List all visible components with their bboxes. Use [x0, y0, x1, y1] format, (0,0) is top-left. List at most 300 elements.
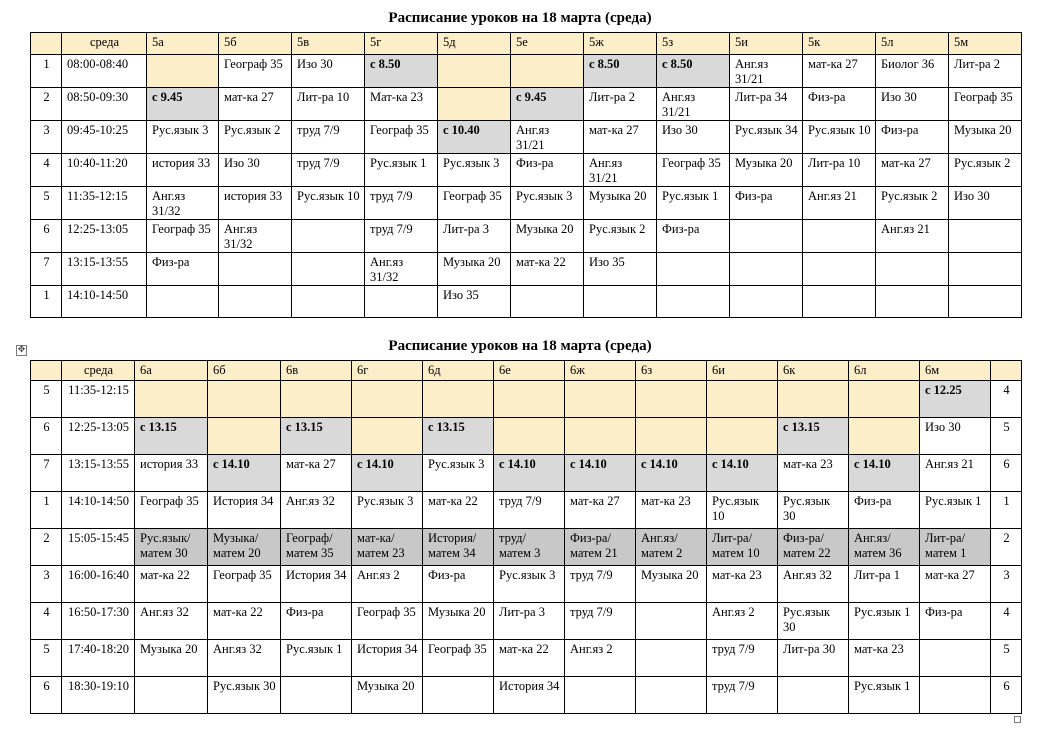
schedule-table-grade6	[30, 360, 1022, 714]
lesson-cell: Анг.яз/ матем 36	[849, 529, 920, 566]
class-header: 6е	[494, 361, 565, 381]
lesson-cell: Физ-ра	[423, 566, 494, 603]
lesson-cell	[352, 418, 423, 455]
lesson-cell: Лит-ра 3	[438, 220, 511, 253]
lesson-cell: с 13.15	[135, 418, 208, 455]
lesson-cell: с 12.25	[920, 381, 991, 418]
lesson-cell	[803, 253, 876, 286]
class-header: 6в	[281, 361, 352, 381]
lesson-cell: Лит-ра/ матем 10	[707, 529, 778, 566]
lesson-cell: мат-ка 22	[423, 492, 494, 529]
lesson-cell: с 14.10	[565, 455, 636, 492]
lesson-time: 12:25-13:05	[62, 220, 147, 253]
lesson-number: 4	[31, 603, 62, 640]
lesson-cell: Физ-ра/ матем 22	[778, 529, 849, 566]
lesson-cell	[636, 603, 707, 640]
lesson-cell: Физ-ра	[657, 220, 730, 253]
lesson-cell: Рус.язык 1	[281, 640, 352, 677]
lesson-cell: Рус.язык 1	[849, 677, 920, 714]
lesson-cell: мат-ка 27	[565, 492, 636, 529]
lesson-cell: Рус.язык 10	[707, 492, 778, 529]
lesson-cell	[219, 253, 292, 286]
lesson-row	[31, 121, 1022, 154]
lesson-cell	[949, 220, 1022, 253]
lesson-cell: Лит-ра 10	[803, 154, 876, 187]
lesson-cell: Анг.яз 2	[352, 566, 423, 603]
lesson-cell	[849, 381, 920, 418]
class-header: 6д	[423, 361, 494, 381]
lesson-cell: мат-ка 27	[876, 154, 949, 187]
lesson-cell: Анг.яз 21	[803, 187, 876, 220]
lesson-row	[31, 640, 1022, 677]
lesson-cell	[135, 381, 208, 418]
lesson-cell: с 8.50	[365, 55, 438, 88]
lesson-cell	[778, 381, 849, 418]
lesson-cell: Анг.яз 31/32	[147, 187, 219, 220]
class-header: 5д	[438, 33, 511, 55]
lesson-cell	[565, 381, 636, 418]
lesson-cell: мат-ка 22	[135, 566, 208, 603]
lesson-cell: Географ 35	[219, 55, 292, 88]
lesson-cell: Географ 35	[438, 187, 511, 220]
lesson-cell	[636, 677, 707, 714]
lesson-time: 15:05-15:45	[62, 529, 135, 566]
class-header: 6и	[707, 361, 778, 381]
schedule-title-grade6: Расписание уроков на 18 марта (среда)	[388, 338, 652, 354]
lesson-time: 18:30-19:10	[62, 677, 135, 714]
lesson-cell	[494, 418, 565, 455]
lesson-cell: история 33	[135, 455, 208, 492]
day-header: среда	[62, 33, 147, 55]
lesson-cell: Географ 35	[208, 566, 281, 603]
lesson-time: 16:50-17:30	[62, 603, 135, 640]
table-resize-handle-icon[interactable]	[1014, 716, 1021, 723]
lesson-cell: Физ-ра	[730, 187, 803, 220]
lesson-cell: мат-ка 27	[281, 455, 352, 492]
lesson-cell: История 34	[208, 492, 281, 529]
lesson-number: 5	[31, 640, 62, 677]
schedule-table-grade5	[30, 32, 1022, 318]
lesson-cell	[803, 220, 876, 253]
lesson-row	[31, 492, 1022, 529]
lesson-cell: Рус.язык 34	[730, 121, 803, 154]
lesson-cell	[876, 253, 949, 286]
lesson-time: 08:00-08:40	[62, 55, 147, 88]
lesson-time: 13:15-13:55	[62, 455, 135, 492]
lesson-cell: Рус.язык 1	[657, 187, 730, 220]
lesson-cell: труд 7/9	[707, 640, 778, 677]
lesson-cell	[494, 381, 565, 418]
lesson-cell	[920, 640, 991, 677]
lesson-cell	[949, 253, 1022, 286]
lesson-number: 1	[31, 492, 62, 529]
lesson-cell: Рус.язык 30	[778, 603, 849, 640]
lesson-row	[31, 253, 1022, 286]
lesson-cell: мат-ка/ матем 23	[352, 529, 423, 566]
class-header: 6г	[352, 361, 423, 381]
lesson-cell: Географ 35	[352, 603, 423, 640]
lesson-number: 3	[31, 566, 62, 603]
lesson-number-right: 5	[991, 640, 1022, 677]
lesson-cell: Рус.язык/ матем 30	[135, 529, 208, 566]
lesson-cell: Рус.язык 2	[219, 121, 292, 154]
class-header: 6ж	[565, 361, 636, 381]
lesson-cell: мат-ка 22	[494, 640, 565, 677]
lesson-cell: с 14.10	[636, 455, 707, 492]
lesson-cell: Музыка 20	[511, 220, 584, 253]
lesson-cell: труд 7/9	[494, 492, 565, 529]
lesson-cell	[949, 286, 1022, 318]
class-header: 6л	[849, 361, 920, 381]
lesson-row	[31, 677, 1022, 714]
lesson-cell: Анг.яз/ матем 2	[636, 529, 707, 566]
lesson-number: 2	[31, 529, 62, 566]
lesson-cell: труд 7/9	[565, 603, 636, 640]
lesson-cell	[281, 381, 352, 418]
class-header: 5б	[219, 33, 292, 55]
lesson-cell: Анг.яз 2	[707, 603, 778, 640]
lesson-cell: Лит-ра 2	[584, 88, 657, 121]
lesson-cell	[876, 286, 949, 318]
header-row	[31, 33, 1022, 55]
lesson-time: 12:25-13:05	[62, 418, 135, 455]
lesson-cell: Физ-ра	[920, 603, 991, 640]
lesson-cell	[208, 418, 281, 455]
class-header: 5к	[803, 33, 876, 55]
lesson-row	[31, 220, 1022, 253]
lesson-cell: мат-ка 27	[803, 55, 876, 88]
lesson-cell	[657, 253, 730, 286]
lesson-cell: мат-ка 23	[849, 640, 920, 677]
lesson-cell: Изо 30	[657, 121, 730, 154]
class-header: 5г	[365, 33, 438, 55]
lesson-number-right: 1	[991, 492, 1022, 529]
lesson-cell: мат-ка 23	[707, 566, 778, 603]
class-header	[31, 361, 62, 381]
lesson-cell: Рус.язык 3	[352, 492, 423, 529]
lesson-cell: с 14.10	[494, 455, 565, 492]
lesson-cell	[730, 253, 803, 286]
header-row	[31, 361, 1022, 381]
lesson-row	[31, 529, 1022, 566]
lesson-cell: мат-ка 23	[778, 455, 849, 492]
class-header: 5в	[292, 33, 365, 55]
lesson-cell: с 8.50	[657, 55, 730, 88]
lesson-cell: с 13.15	[281, 418, 352, 455]
lesson-row	[31, 603, 1022, 640]
lesson-cell: Изо 30	[949, 187, 1022, 220]
lesson-cell: Анг.яз 31/21	[657, 88, 730, 121]
lesson-number: 1	[31, 55, 62, 88]
lesson-cell: мат-ка 23	[636, 492, 707, 529]
lesson-cell: Физ-ра	[803, 88, 876, 121]
lesson-cell	[778, 677, 849, 714]
lesson-cell: история 33	[147, 154, 219, 187]
lesson-cell: Анг.яз 21	[920, 455, 991, 492]
lesson-cell: История 34	[352, 640, 423, 677]
lesson-number: 6	[31, 220, 62, 253]
lesson-cell	[292, 220, 365, 253]
lesson-cell: Географ 35	[135, 492, 208, 529]
lesson-cell: Географ 35	[949, 88, 1022, 121]
class-header: 6а	[135, 361, 208, 381]
lesson-cell	[707, 381, 778, 418]
lesson-cell: Анг.яз 21	[876, 220, 949, 253]
schedule-title-grade5: Расписание уроков на 18 марта (среда)	[388, 10, 652, 26]
day-header: среда	[62, 361, 135, 381]
lesson-cell: Физ-ра	[511, 154, 584, 187]
lesson-cell: Изо 30	[292, 55, 365, 88]
lesson-cell: мат-ка 27	[920, 566, 991, 603]
lesson-cell	[565, 418, 636, 455]
lesson-cell: с 10.40	[438, 121, 511, 154]
lesson-cell: труд 7/9	[565, 566, 636, 603]
lesson-number-right: 4	[991, 603, 1022, 640]
lesson-cell: Биолог 36	[876, 55, 949, 88]
lesson-cell	[281, 677, 352, 714]
lesson-cell: с 9.45	[511, 88, 584, 121]
lesson-cell: Лит-ра 30	[778, 640, 849, 677]
lesson-cell: Анг.яз 32	[281, 492, 352, 529]
lesson-number: 2	[31, 88, 62, 121]
lesson-cell: мат-ка 22	[511, 253, 584, 286]
lesson-row	[31, 55, 1022, 88]
lesson-cell: Физ-ра	[281, 603, 352, 640]
lesson-number-right: 4	[991, 381, 1022, 418]
lesson-cell	[849, 418, 920, 455]
lesson-time: 08:50-09:30	[62, 88, 147, 121]
lesson-cell: с 9.45	[147, 88, 219, 121]
lesson-time: 11:35-12:15	[62, 381, 135, 418]
lesson-cell: Изо 35	[438, 286, 511, 318]
lesson-cell: Мат-ка 23	[365, 88, 438, 121]
lesson-cell: Рус.язык 30	[208, 677, 281, 714]
lesson-cell: Музыка 20	[584, 187, 657, 220]
lesson-cell: Анг.яз 31/21	[511, 121, 584, 154]
lesson-cell	[292, 286, 365, 318]
lesson-cell: Музыка 20	[636, 566, 707, 603]
lesson-cell: труд/ матем 3	[494, 529, 565, 566]
lesson-cell	[423, 381, 494, 418]
lesson-cell	[707, 418, 778, 455]
class-header: 6б	[208, 361, 281, 381]
lesson-number-right: 5	[991, 418, 1022, 455]
lesson-cell: Рус.язык 3	[147, 121, 219, 154]
lesson-cell: Лит-ра 2	[949, 55, 1022, 88]
lesson-cell: Рус.язык 2	[949, 154, 1022, 187]
lesson-cell: Лит-ра 10	[292, 88, 365, 121]
lesson-cell	[365, 286, 438, 318]
lesson-cell: мат-ка 27	[219, 88, 292, 121]
lesson-cell: Рус.язык 3	[494, 566, 565, 603]
lesson-cell: Лит-ра/ матем 1	[920, 529, 991, 566]
table-move-handle-icon[interactable]: ✥	[17, 345, 26, 355]
lesson-cell: История 34	[281, 566, 352, 603]
lesson-cell: с 14.10	[352, 455, 423, 492]
lesson-number: 6	[31, 418, 62, 455]
lesson-cell: мат-ка 27	[584, 121, 657, 154]
lesson-cell	[584, 286, 657, 318]
lesson-cell	[636, 381, 707, 418]
lesson-cell: с 8.50	[584, 55, 657, 88]
lesson-cell: Музыка 20	[135, 640, 208, 677]
lesson-cell: Лит-ра 3	[494, 603, 565, 640]
lesson-cell: с 14.10	[849, 455, 920, 492]
lesson-cell: История/ матем 34	[423, 529, 494, 566]
lesson-cell	[438, 88, 511, 121]
lesson-row	[31, 187, 1022, 220]
lesson-cell: Рус.язык 30	[778, 492, 849, 529]
class-header: 5е	[511, 33, 584, 55]
lesson-cell: труд 7/9	[707, 677, 778, 714]
lesson-time: 10:40-11:20	[62, 154, 147, 187]
lesson-cell	[511, 286, 584, 318]
lesson-row	[31, 455, 1022, 492]
lesson-row	[31, 381, 1022, 418]
lesson-row	[31, 566, 1022, 603]
lesson-cell: Лит-ра 34	[730, 88, 803, 121]
lesson-cell	[511, 55, 584, 88]
lesson-cell: Музыка 20	[438, 253, 511, 286]
lesson-cell: история 33	[219, 187, 292, 220]
lesson-cell: Изо 30	[920, 418, 991, 455]
lesson-time: 14:10-14:50	[62, 492, 135, 529]
lesson-cell: труд 7/9	[292, 121, 365, 154]
lesson-cell: с 13.15	[778, 418, 849, 455]
lesson-time: 16:00-16:40	[62, 566, 135, 603]
class-header: 5м	[949, 33, 1022, 55]
lesson-cell: Рус.язык 10	[292, 187, 365, 220]
lesson-number: 5	[31, 187, 62, 220]
lesson-cell: Анг.яз 32	[778, 566, 849, 603]
lesson-cell: Географ 35	[147, 220, 219, 253]
lesson-time: 14:10-14:50	[62, 286, 147, 318]
lesson-time: 09:45-10:25	[62, 121, 147, 154]
lesson-cell: Физ-ра/ матем 21	[565, 529, 636, 566]
lesson-cell: Музыка 20	[949, 121, 1022, 154]
class-header	[31, 33, 62, 55]
lesson-number: 6	[31, 677, 62, 714]
lesson-cell: Музыка 20	[352, 677, 423, 714]
lesson-cell: Анг.яз 31/32	[365, 253, 438, 286]
lesson-cell: Анг.яз 31/21	[584, 154, 657, 187]
lesson-cell	[352, 381, 423, 418]
lesson-cell: мат-ка 22	[208, 603, 281, 640]
lesson-cell	[636, 640, 707, 677]
lesson-cell: труд 7/9	[292, 154, 365, 187]
lesson-number-right: 6	[991, 677, 1022, 714]
lesson-cell: Рус.язык 3	[438, 154, 511, 187]
lesson-cell: Анг.яз 31/21	[730, 55, 803, 88]
lesson-row	[31, 154, 1022, 187]
lesson-cell	[135, 677, 208, 714]
lesson-cell: Рус.язык 1	[920, 492, 991, 529]
lesson-cell: Физ-ра	[849, 492, 920, 529]
lesson-row	[31, 418, 1022, 455]
lesson-cell: Географ/ матем 35	[281, 529, 352, 566]
lesson-number: 1	[31, 286, 62, 318]
lesson-cell: Рус.язык 2	[876, 187, 949, 220]
lesson-cell: Анг.яз 31/32	[219, 220, 292, 253]
lesson-cell	[438, 55, 511, 88]
class-header: 6м	[920, 361, 991, 381]
lesson-number: 4	[31, 154, 62, 187]
lesson-number-right: 2	[991, 529, 1022, 566]
lesson-row	[31, 286, 1022, 318]
class-header	[991, 361, 1022, 381]
lesson-cell: труд 7/9	[365, 220, 438, 253]
lesson-time: 13:15-13:55	[62, 253, 147, 286]
lesson-cell: Изо 35	[584, 253, 657, 286]
lesson-cell: Анг.яз 2	[565, 640, 636, 677]
class-header: 5л	[876, 33, 949, 55]
class-header: 5и	[730, 33, 803, 55]
lesson-cell	[730, 286, 803, 318]
lesson-number-right: 3	[991, 566, 1022, 603]
lesson-cell: Изо 30	[876, 88, 949, 121]
lesson-time: 11:35-12:15	[62, 187, 147, 220]
class-header: 6з	[636, 361, 707, 381]
lesson-cell	[657, 286, 730, 318]
lesson-number: 7	[31, 455, 62, 492]
lesson-cell	[147, 55, 219, 88]
lesson-cell: Анг.яз 32	[208, 640, 281, 677]
lesson-number: 7	[31, 253, 62, 286]
lesson-cell	[565, 677, 636, 714]
lesson-cell: Рус.язык 2	[584, 220, 657, 253]
lesson-cell	[147, 286, 219, 318]
lesson-cell	[803, 286, 876, 318]
lesson-cell: Изо 30	[219, 154, 292, 187]
lesson-number: 3	[31, 121, 62, 154]
lesson-cell: История 34	[494, 677, 565, 714]
lesson-cell: с 14.10	[208, 455, 281, 492]
lesson-cell: Географ 35	[365, 121, 438, 154]
class-header: 6к	[778, 361, 849, 381]
lesson-number: 5	[31, 381, 62, 418]
lesson-cell: Рус.язык 1	[365, 154, 438, 187]
lesson-cell	[208, 381, 281, 418]
class-header: 5а	[147, 33, 219, 55]
lesson-cell	[219, 286, 292, 318]
lesson-cell: Рус.язык 3	[511, 187, 584, 220]
lesson-cell: труд 7/9	[365, 187, 438, 220]
lesson-cell: с 14.10	[707, 455, 778, 492]
lesson-cell: Рус.язык 10	[803, 121, 876, 154]
lesson-cell: Анг.яз 32	[135, 603, 208, 640]
lesson-cell: Рус.язык 1	[849, 603, 920, 640]
lesson-cell: Географ 35	[657, 154, 730, 187]
lesson-cell: Лит-ра 1	[849, 566, 920, 603]
lesson-cell: Физ-ра	[147, 253, 219, 286]
lesson-cell	[730, 220, 803, 253]
class-header: 5ж	[584, 33, 657, 55]
lesson-cell	[920, 677, 991, 714]
lesson-cell: Музыка 20	[730, 154, 803, 187]
lesson-cell: Музыка 20	[423, 603, 494, 640]
lesson-cell	[636, 418, 707, 455]
lesson-number-right: 6	[991, 455, 1022, 492]
lesson-cell: Физ-ра	[876, 121, 949, 154]
lesson-cell: с 13.15	[423, 418, 494, 455]
lesson-cell: Рус.язык 3	[423, 455, 494, 492]
lesson-cell	[423, 677, 494, 714]
lesson-cell: Географ 35	[423, 640, 494, 677]
lesson-time: 17:40-18:20	[62, 640, 135, 677]
class-header: 5з	[657, 33, 730, 55]
lesson-cell	[292, 253, 365, 286]
lesson-row	[31, 88, 1022, 121]
